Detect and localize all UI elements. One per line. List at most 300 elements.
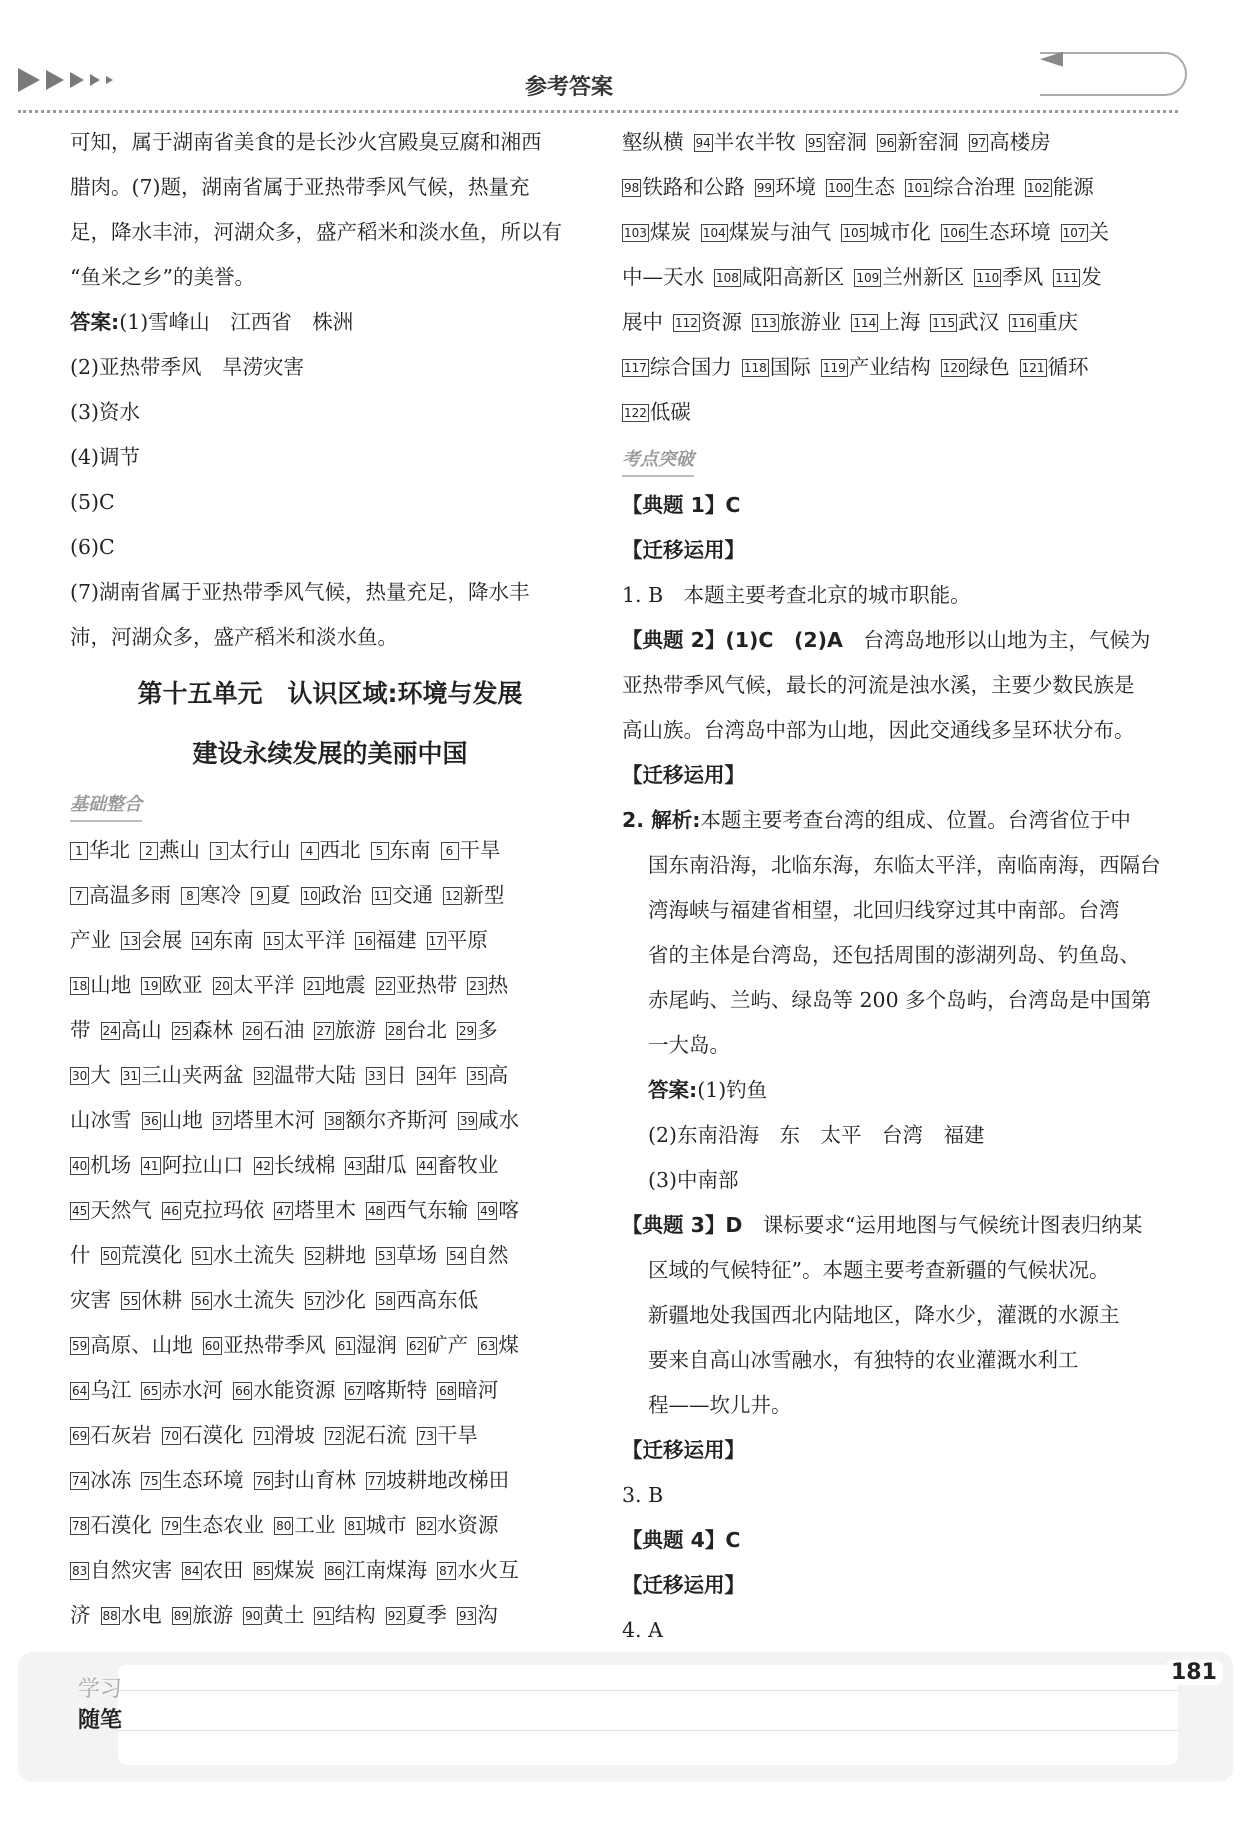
blank-answer: 滑坡 [273,1423,315,1447]
blank-answer: 机场 [90,1153,132,1177]
fill-answer-item [854,265,964,289]
blank-answer: 什 [70,1243,91,1267]
fill-answer-item [213,973,295,997]
blank-number: 4 [301,842,319,860]
fill-answer-item [70,838,130,862]
fill-answer-item [437,1558,519,1582]
fill-answer-item [172,1603,233,1627]
notes-label-bottom: 随笔 [78,1708,123,1733]
blank-answer: 绿色 [968,355,1010,379]
blank-answer: 暗河 [457,1378,499,1402]
notes-area [118,1665,1178,1765]
fill-answer-item [70,1558,172,1582]
answer-line: 沛，河湖众多，盛产稻米和淡水鱼。 [70,625,398,649]
fill-answer-item [905,175,1015,199]
fill-answer-row [622,210,1167,255]
blank-answer: 额尔齐斯河 [345,1108,448,1132]
fill-answer-item [478,1333,519,1357]
fill-answer-row [70,1008,590,1053]
blank-number: 90 [245,1609,261,1623]
blank-answer: 江南煤海 [345,1558,428,1582]
blank-answer: 新型 [463,883,505,907]
fill-answer-item [841,220,930,244]
fill-answer-item [70,1378,131,1402]
blank-answer: 资源 [700,310,742,334]
blank-number: 36 [143,1114,159,1128]
text-line: “鱼米之乡”的美誉。 [70,265,255,289]
blank-number: 92 [387,1609,403,1623]
blank-answer: 铁路和公路 [642,175,745,199]
blank-number: 21 [306,979,322,993]
fill-answer-item [70,928,111,952]
answer-line: (6)C [70,535,115,559]
fill-answer-item [141,1468,243,1492]
blank-number: 71 [255,1429,271,1443]
blank-number: 105 [843,226,867,240]
blank-answer: 太平洋 [232,973,295,997]
fill-answer-list [622,120,1167,435]
fill-answer-row [70,1188,590,1233]
blank-number: 33 [367,1069,384,1083]
fill-answer-item [345,1378,427,1402]
blank-answer: 旅游业 [779,310,842,334]
blank-answer: 城市 [365,1513,407,1537]
blank-number: 12 [445,889,461,903]
blank-answer: 山冰雪 [70,1108,132,1132]
blank-number: 73 [418,1429,434,1443]
blank-answer: 西北 [319,838,361,862]
fill-answer-item [458,1108,519,1132]
fill-answer-item [371,838,431,862]
blank-answer: 华北 [89,838,130,862]
fill-answer-item [142,1108,203,1132]
fill-answer-item [752,310,841,334]
fill-answer-row [70,828,590,873]
fill-answer-item [233,1378,335,1402]
fill-answer-item [70,1333,193,1357]
blank-answer: 水电 [120,1603,162,1627]
blank-answer: 高 [487,1063,509,1087]
blank-number: 116 [1011,316,1035,330]
blank-answer: 生态环境 [161,1468,244,1492]
fill-answer-item [254,1468,356,1492]
fill-answer-item [162,1198,264,1222]
blank-number: 117 [624,361,647,375]
blank-answer: 水资源 [436,1513,499,1537]
blank-number: 88 [102,1609,118,1623]
blank-number: 51 [194,1249,210,1263]
blank-number: 29 [458,1024,475,1038]
fill-answer-row [70,1458,590,1503]
fill-answer-row [622,165,1167,210]
blank-number: 66 [235,1384,251,1398]
blank-number: 34 [418,1069,434,1083]
blank-answer: 地震 [324,973,366,997]
section-tag: 基础整合 [70,790,142,822]
fill-answer-row [70,1548,590,1593]
blank-number: 81 [347,1519,363,1533]
fill-answer-row [70,1278,590,1323]
fill-answer-item [366,1468,509,1492]
blank-answer: 山地 [90,973,132,997]
fill-answer-item [941,220,1051,244]
transfer-heading: 【迁移运用】 [622,1438,745,1462]
blank-answer: 西气东输 [386,1198,469,1222]
blank-answer: 耕地 [324,1243,366,1267]
fill-answer-item [140,838,200,862]
blank-answer: 水土流失 [212,1243,295,1267]
fill-answer-item [694,130,796,154]
fill-answer-row [622,345,1167,390]
blank-answer: 东南 [212,928,254,952]
blank-answer: 新窑洞 [897,130,959,154]
blank-answer: 夏 [270,883,291,907]
blank-number: 65 [143,1384,159,1398]
fill-answer-item [673,310,742,334]
blank-answer: 甜瓜 [365,1153,407,1177]
blank-number: 8 [181,887,199,905]
answer-line: 1. B 本题主要考查北京的城市职能。 [622,583,971,607]
blank-answer: 荒漠化 [120,1243,183,1267]
blank-number: 20 [214,979,230,993]
fill-answer-item [417,1153,499,1177]
blank-answer: 咸水 [478,1108,520,1132]
header-divider [18,110,1178,113]
fill-answer-item [254,1558,315,1582]
blank-number: 48 [367,1204,384,1218]
fill-answer-item [457,1018,498,1042]
page-header [0,0,1250,120]
blank-number: 120 [942,361,966,375]
fill-answer-item [182,1558,243,1582]
fill-answer-row [622,300,1167,345]
blank-answer: 天然气 [90,1198,152,1222]
fill-answer-item [325,1558,427,1582]
example-question: 【典题 2】(1)C (2)A 台湾岛地形以山地为主，气候为 [622,628,1151,652]
blank-number: 80 [276,1519,292,1533]
blank-answer: 高温多雨 [89,883,171,907]
fill-answer-row [70,1593,590,1638]
blank-answer: 窑洞 [826,130,868,154]
blank-answer: 阿拉山口 [161,1153,244,1177]
transfer-heading: 【迁移运用】 [622,1573,745,1597]
blank-number: 18 [72,979,88,993]
blank-answer: 高山 [120,1018,162,1042]
fill-answer-item [345,1153,406,1177]
blank-answer: 森林 [192,1018,234,1042]
answer-line: (3)中南部 [648,1168,739,1192]
blank-number: 53 [377,1249,394,1263]
blank-answer: 煤炭与油气 [728,220,832,244]
blank-number: 38 [327,1114,343,1128]
blank-answer: 寒冷 [200,883,241,907]
fill-answer-item [376,1288,478,1312]
blank-number: 56 [194,1294,210,1308]
blank-answer: 自然 [467,1243,509,1267]
blank-number: 52 [306,1249,322,1263]
fill-answer-item [274,1198,356,1222]
fill-answer-item [70,883,171,907]
blank-number: 67 [347,1384,363,1398]
fill-answer-item [141,973,202,997]
text-line: 要来自高山冰雪融水，有独特的农业灌溉水利工 [648,1348,1079,1372]
blank-number: 7 [70,887,88,905]
blank-answer: 水能资源 [253,1378,336,1402]
fill-answer-item [70,1198,152,1222]
blank-number: 89 [173,1609,190,1623]
blank-number: 95 [807,136,824,150]
fill-answer-item [622,175,745,199]
blank-number: 5 [371,842,389,860]
blank-answer: 福建 [375,928,417,952]
page-title: 参考答案 [525,75,614,100]
fill-answer-item [806,130,867,154]
blank-number: 75 [143,1474,159,1488]
answer-line: 2. 解析:本题主要考查台湾的组成、位置。台湾省位于中 [622,808,1131,832]
blank-answer: 平原 [446,928,488,952]
blank-answer: 交通 [392,883,434,907]
fill-answer-item [162,1513,264,1537]
blank-number: 50 [102,1249,118,1263]
fill-answer-row [70,1413,590,1458]
blank-number: 104 [702,226,726,240]
blank-answer: 日 [386,1063,407,1087]
notes-label-top: 学习 [78,1677,123,1702]
blank-answer: 济 [70,1603,91,1627]
blank-number: 98 [624,181,640,195]
blank-answer: 畜牧业 [436,1153,499,1177]
fill-answer-row [70,918,590,963]
blank-number: 16 [357,934,373,948]
blank-answer: 坡耕地改梯田 [386,1468,510,1492]
blank-number: 59 [72,1339,88,1353]
blank-number: 47 [276,1204,292,1218]
blank-answer: 水火互 [457,1558,519,1582]
fill-answer-item [447,1243,508,1267]
left-arrow-icon: ◄ [1040,40,1064,75]
fill-answer-item [941,355,1010,379]
text-line: 湾海峡与福建省相望，北回归线穿过其中南部。台湾 [648,898,1120,922]
blank-number: 60 [204,1339,221,1353]
blank-answer: 煤炭 [273,1558,315,1582]
fill-answer-row [622,255,1167,300]
fill-answer-item [172,1018,233,1042]
blank-number: 24 [102,1024,118,1038]
fill-answer-item [101,1603,162,1627]
fill-answer-item [366,1063,407,1087]
fill-answer-item [181,883,241,907]
blank-number: 101 [906,181,930,195]
blank-number: 2 [140,842,158,860]
blank-number: 114 [853,316,877,330]
fill-answer-item [437,1378,498,1402]
blank-answer: 关 [1088,220,1110,244]
blank-answer: 旅游 [334,1018,376,1042]
blank-answer: 石油 [263,1018,305,1042]
blank-number: 85 [255,1564,271,1578]
blank-answer: 燕山 [159,838,200,862]
blank-number: 118 [743,361,767,375]
blank-number: 100 [828,181,851,195]
fill-answer-row [70,873,590,918]
blank-answer: 塔里木河 [233,1108,316,1132]
blank-number: 15 [265,934,281,948]
blank-number: 109 [856,271,880,285]
fill-answer-item [622,265,704,289]
blank-number: 82 [418,1519,434,1533]
blank-answer: 结构 [334,1603,376,1627]
blank-answer: 太平洋 [283,928,346,952]
blank-number: 13 [123,934,139,948]
blank-answer: 山地 [161,1108,203,1132]
notes-line [118,1730,1178,1731]
fill-answer-item [325,1423,407,1447]
fill-answer-item [70,1153,131,1177]
fill-answer-item [325,1108,448,1132]
fill-answer-item [121,928,182,952]
fill-answer-item [478,1198,519,1222]
fill-answer-row [70,1098,590,1143]
fill-answer-item [254,1063,356,1087]
fill-answer-item [417,1423,478,1447]
fill-answer-row [70,1053,590,1098]
blank-answer: 循环 [1047,355,1089,379]
fill-answer-item [305,1243,366,1267]
blank-number: 9 [251,887,269,905]
blank-number: 93 [458,1609,475,1623]
fill-answer-item [376,1243,437,1267]
blank-answer: 国际 [769,355,811,379]
fill-answer-item [443,883,504,907]
answer-line: (4)调节 [70,445,141,469]
blank-answer: 综合国力 [649,355,732,379]
fill-answer-item [70,1423,152,1447]
blank-answer: 沙化 [324,1288,366,1312]
blank-number: 106 [942,226,966,240]
blank-answer: 生态 [853,175,895,199]
blank-number: 27 [316,1024,332,1038]
blank-number: 87 [439,1564,455,1578]
text-line: 程——坎儿井。 [648,1393,792,1417]
text-line: 可知，属于湖南省美食的是长沙火宫殿臭豆腐和湘西 [70,130,542,154]
blank-number: 110 [976,271,1000,285]
fill-answer-item [243,1603,304,1627]
arrow-decoration-icon [18,68,113,92]
fill-answer-item [386,1018,447,1042]
blank-number: 42 [255,1159,271,1173]
blank-number: 10 [302,889,318,903]
blank-answer: 温带大陆 [273,1063,356,1087]
blank-answer: 旅游 [192,1603,234,1627]
fill-answer-item [376,973,458,997]
blank-number: 45 [72,1204,88,1218]
text-line: 足，降水丰沛，河湖众多，盛产稻米和淡水鱼，所以有 [70,220,562,244]
blank-number: 108 [716,271,739,285]
blank-answer: 台北 [405,1018,447,1042]
fill-answer-item [417,1513,499,1537]
blank-number: 77 [367,1474,384,1488]
blank-answer: 石灰岩 [90,1423,152,1447]
fill-answer-item [755,175,816,199]
blank-number: 44 [418,1159,434,1173]
right-column [622,120,1167,1653]
blank-answer: 亚热带 [395,973,458,997]
example-question: 【典题 3】D 课标要求“运用地图与气候统计图表归纳某 [622,1213,1143,1237]
page-number: 181 [1165,1660,1223,1685]
blank-answer: 干旱 [459,838,501,862]
blank-answer: 草场 [396,1243,438,1267]
fill-answer-item [301,883,362,907]
blank-number: 83 [72,1564,88,1578]
blank-answer: 年 [436,1063,458,1087]
fill-answer-item [701,220,831,244]
blank-answer: 能源 [1052,175,1094,199]
fill-answer-row [70,963,590,1008]
answer-line: (2)东南沿海 东 太平 台湾 福建 [648,1123,985,1147]
fill-answer-list [70,828,590,1638]
fill-answer-item [467,973,508,997]
blank-answer: 工业 [294,1513,336,1537]
blank-answer: 煤 [498,1333,519,1357]
fill-answer-item [386,1603,447,1627]
fill-answer-item [355,928,416,952]
blank-number: 40 [72,1159,88,1173]
blank-answer: 展中 [622,310,663,334]
fill-answer-item [314,1018,375,1042]
blank-number: 55 [123,1294,139,1308]
blank-answer: 城市化 [869,220,931,244]
text-line: 腊肉。(7)题，湖南省属于亚热带季风气候，热量充 [70,175,530,199]
answer-line: (2)亚热带季风 旱涝灾害 [70,355,305,379]
fill-answer-item [70,1018,91,1042]
blank-number: 63 [480,1339,496,1353]
blank-answer: 产业 [70,928,111,952]
fill-answer-item [251,883,291,907]
blank-answer: 夏季 [405,1603,447,1627]
fill-answer-item [467,1063,508,1087]
blank-answer: 塔里木 [294,1198,356,1222]
text-line: 省的主体是台湾岛，还包括周围的澎湖列岛、钓鱼岛、 [648,943,1140,967]
fill-answer-item [203,1333,326,1357]
blank-answer: 兰州新区 [882,265,965,289]
unit-subtitle: 建设永续发展的美丽中国 [192,739,468,768]
blank-number: 3 [210,842,228,860]
fill-answer-item [417,1063,458,1087]
fill-answer-item [622,130,684,154]
blank-answer: 生态农业 [182,1513,265,1537]
intro-paragraph [70,120,590,300]
answer-line: (5)C [70,490,115,514]
blank-number: 119 [822,361,846,375]
fill-answer-item [264,928,346,952]
blank-number: 94 [695,136,711,150]
blank-number: 113 [753,316,777,330]
blank-number: 31 [122,1069,139,1083]
blank-number: 30 [72,1069,88,1083]
blank-number: 25 [173,1024,190,1038]
fill-answer-item [314,1603,375,1627]
blank-number: 79 [163,1519,180,1533]
blank-answer: 武汉 [958,310,1000,334]
blank-number: 70 [163,1429,180,1443]
fill-answer-item [213,1108,315,1132]
blank-number: 86 [326,1564,343,1578]
fill-answer-item [345,1513,406,1537]
blank-answer: 长绒棉 [273,1153,336,1177]
blank-number: 58 [377,1294,394,1308]
fill-answer-item [254,1153,336,1177]
blank-answer: 发 [1081,265,1102,289]
